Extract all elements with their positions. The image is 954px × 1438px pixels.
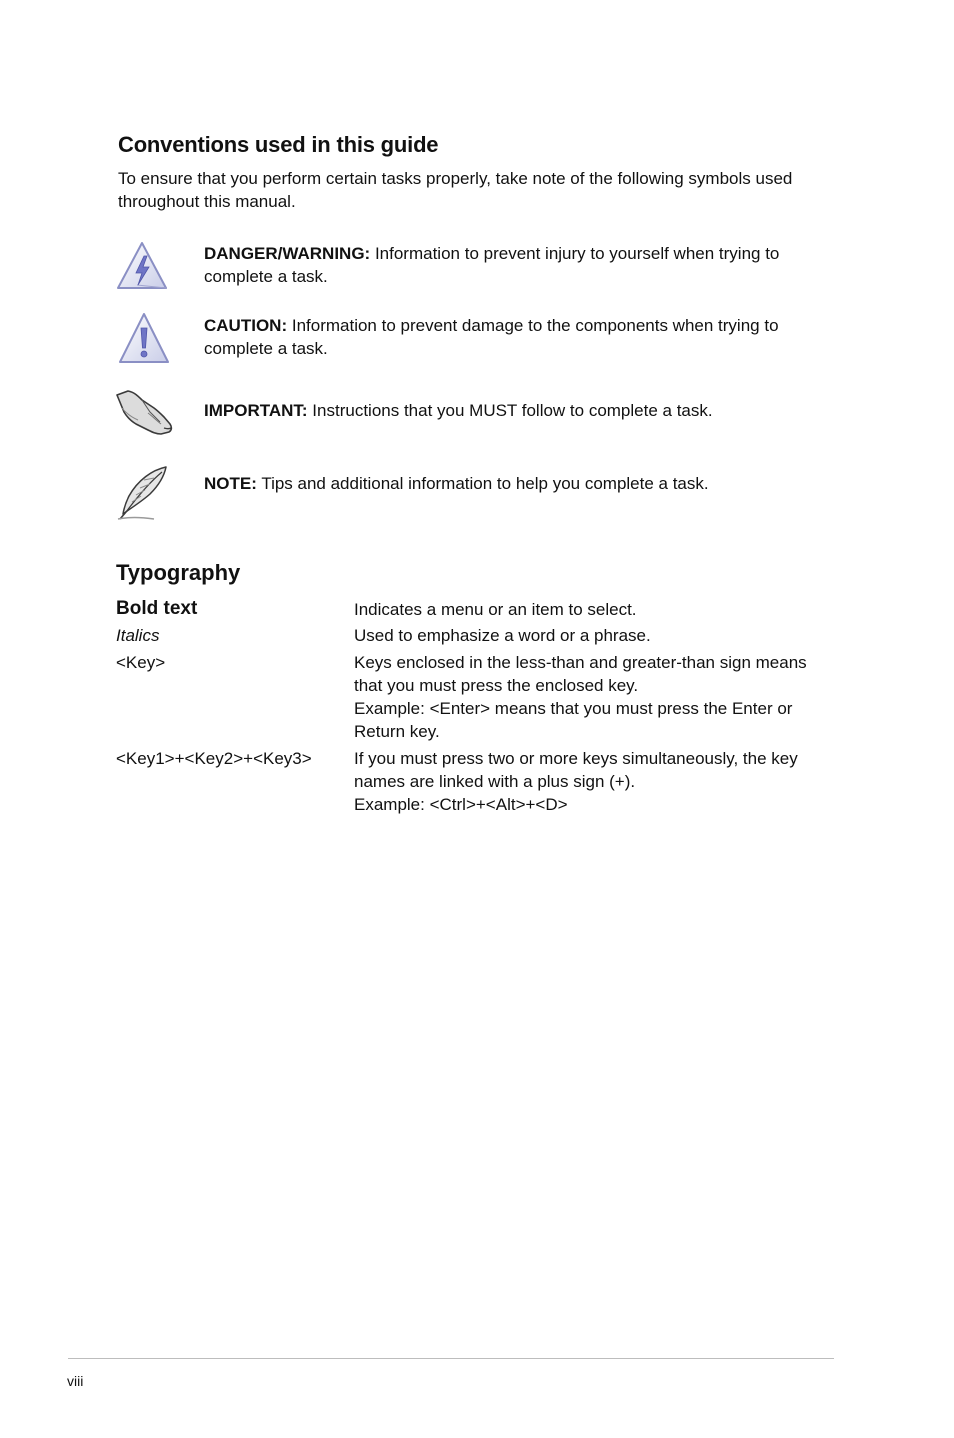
- notice-label: NOTE:: [204, 474, 257, 493]
- notice-note-text: [204, 472, 824, 495]
- typography-term: Italics: [116, 626, 160, 645]
- conventions-intro: To ensure that you perform certain tasks properly, take note of the following symbols used throughout this manual.: [118, 169, 793, 211]
- typography-description: [354, 598, 824, 621]
- footer-divider: [68, 1358, 834, 1359]
- notice-body: Tips and additional information to help you complete a task.: [261, 474, 709, 493]
- pointing-hand-icon: [114, 386, 176, 442]
- notice-label: IMPORTANT:: [204, 401, 308, 420]
- typography-heading: Typography: [116, 560, 241, 585]
- notice-label: DANGER/WARNING:: [204, 244, 371, 263]
- typography-description-line: Example: <Enter> means that you must press the Enter or Return key.: [354, 699, 793, 741]
- page-number: viii: [67, 1373, 84, 1389]
- quill-pen-icon: [114, 464, 176, 522]
- typography-description-line: Indicates a menu or an item to select.: [354, 600, 637, 619]
- notice-caution-text: [204, 314, 824, 360]
- typography-term: <Key1>+<Key2>+<Key3>: [116, 749, 312, 768]
- conventions-heading: Conventions used in this guide: [118, 132, 439, 157]
- typography-description: [354, 624, 824, 647]
- typography-description-line: Example: <Ctrl>+<Alt>+<D>: [354, 795, 568, 814]
- lightning-warning-icon: [114, 236, 176, 292]
- notice-important-text: [204, 399, 824, 422]
- typography-term: <Key>: [116, 653, 166, 672]
- notice-body: Instructions that you MUST follow to complete a task.: [312, 401, 713, 420]
- notice-label: CAUTION:: [204, 316, 288, 335]
- typography-description: [354, 747, 824, 816]
- notice-body: Information to prevent damage to the components when trying to complete a task.: [204, 316, 779, 358]
- typography-description-line: Keys enclosed in the less-than and greater-than sign means that you must press the enclosed key.: [354, 653, 807, 695]
- typography-term: Bold text: [116, 598, 198, 619]
- typography-description-line: If you must press two or more keys simultaneously, the key names are linked with a plus sign (+).: [354, 749, 798, 791]
- notice-body: Information to prevent injury to yourself when trying to complete a task.: [204, 244, 780, 286]
- exclamation-caution-icon: [114, 310, 176, 366]
- typography-description-line: Used to emphasize a word or a phrase.: [354, 626, 651, 645]
- typography-description: [354, 651, 824, 743]
- notice-danger-warning-text: [204, 242, 824, 288]
